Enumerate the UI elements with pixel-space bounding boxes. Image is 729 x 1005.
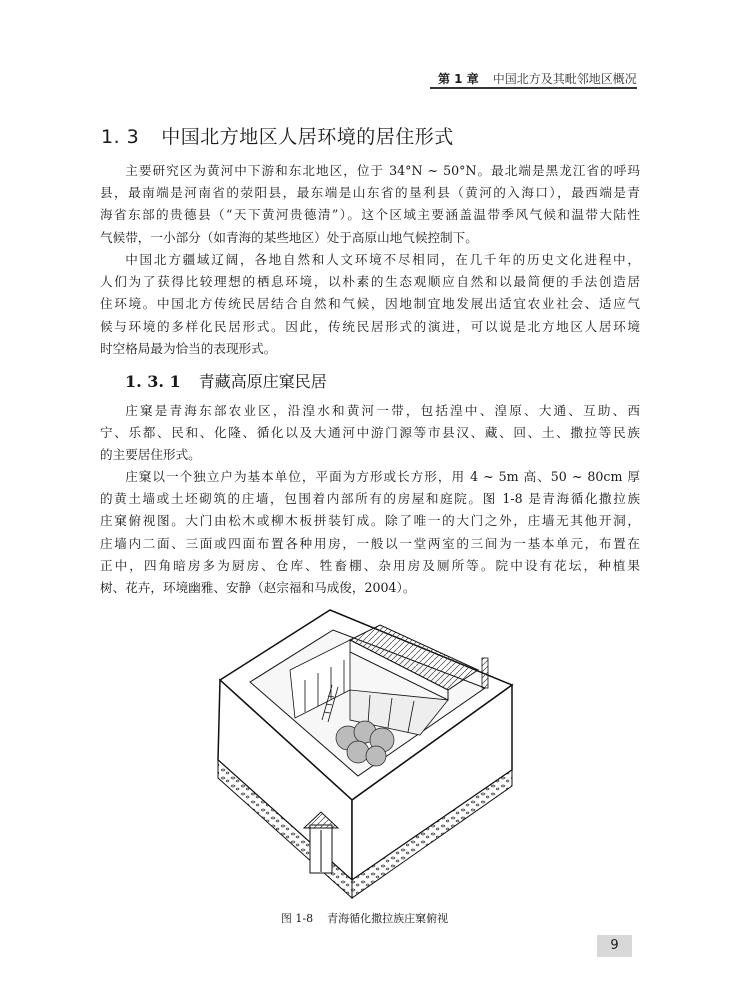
paragraph bbox=[100, 249, 640, 360]
text-line: 人们为了获得比较理想的栖息环境，以朴素的生态观顺应自然和以最简便的手法创造居 bbox=[100, 274, 640, 290]
chapter-number: 第 1 章 bbox=[438, 72, 479, 86]
figure-caption-text: 青海循化撒拉族庄窠俯视 bbox=[327, 912, 449, 925]
subsection-number: 1. 3. 1 bbox=[125, 372, 181, 391]
text-line: 住环境。中国北方传统民居结合自然和气候，因地制宜地发展出适宜农业社会、适应气 bbox=[100, 296, 640, 312]
subsection-title bbox=[125, 369, 327, 392]
section-number: 1. 3 bbox=[101, 126, 140, 148]
text-line: 正中，四角暗房多为厨房、仓库、牲畜棚、杂用房及厕所等。院中设有花坛，种植果 bbox=[100, 557, 640, 573]
section-title-text: 中国北方地区人居环境的居住形式 bbox=[161, 126, 454, 148]
figure-number: 图 1-8 bbox=[280, 912, 314, 925]
text-line: 主要研究区为黄河中下游和东北地区，位于 34°N ~ 50°N。最北端是黑龙江省的呼玛 bbox=[125, 163, 640, 178]
text-line: 树、花卉，环境幽雅、安静（赵宗福和马成俊，2004）。 bbox=[100, 580, 416, 596]
running-header bbox=[430, 70, 637, 87]
text-line: 海省东部的贵德县（“天下黄河贵德清”）。这个区域主要涵盖温带季风气候和温带大陆性 bbox=[100, 207, 640, 223]
paragraph bbox=[100, 160, 640, 249]
page-number: 9 bbox=[597, 935, 632, 957]
text-line: 庄窠俯视图。大门由松木或柳木板拼装钉成。除了唯一的大门之外，庄墙无其他开洞， bbox=[100, 513, 640, 529]
section-title bbox=[101, 122, 454, 149]
text-line: 宁、乐都、民和、化隆、循化以及大通河中游门源等市县汉、藏、回、土、撒拉等民族 bbox=[100, 425, 640, 441]
courtyard-house-illustration bbox=[200, 600, 530, 900]
text-line: 庄窠以一个独立户为基本单位，平面为方形或长方形，用 4 ~ 5m 高、50 ~ 80cm 厚 bbox=[125, 469, 640, 484]
text-line: 的主要居住形式。 bbox=[100, 447, 201, 463]
chapter-title: 中国北方及其毗邻地区概况 bbox=[492, 72, 637, 86]
text-line: 的黄土墙或土坯砌筑的庄墙，包围着内部所有的房屋和庭院。图 1-8 是青海循化撒拉族 bbox=[100, 491, 640, 507]
header-rule bbox=[430, 87, 637, 89]
figure-caption bbox=[0, 910, 729, 926]
text-line: 气候带，一小部分（如青海的某些地区）处于高原山地气候控制下。 bbox=[100, 229, 478, 245]
text-line: 庄墙内二面、三面或四面布置各种用房，一般以一堂两室的三间为一基本单元，布置在 bbox=[100, 535, 640, 551]
text-line: 时空格局最为恰当的表现形式。 bbox=[100, 340, 277, 356]
paragraph bbox=[100, 466, 640, 599]
text-line: 县，最南端是河南省的荥阳县，最东端是山东省的垦利县（黄河的入海口），最西端是青 bbox=[100, 185, 640, 201]
subsection-title-text: 青藏高原庄窠民居 bbox=[198, 372, 327, 391]
text-line: 中国北方疆域辽阔，各地自然和人文环境不尽相同，在几千年的历史文化进程中， bbox=[125, 252, 640, 267]
text-line: 庄窠是青海东部农业区，沿湟水和黄河一带，包括湟中、湟原、大通、互助、西 bbox=[125, 403, 640, 418]
text-line: 候与环境的多样化民居形式。因此，传统民居形式的演进，可以说是北方地区人居环境 bbox=[100, 318, 640, 334]
paragraph bbox=[100, 400, 640, 467]
